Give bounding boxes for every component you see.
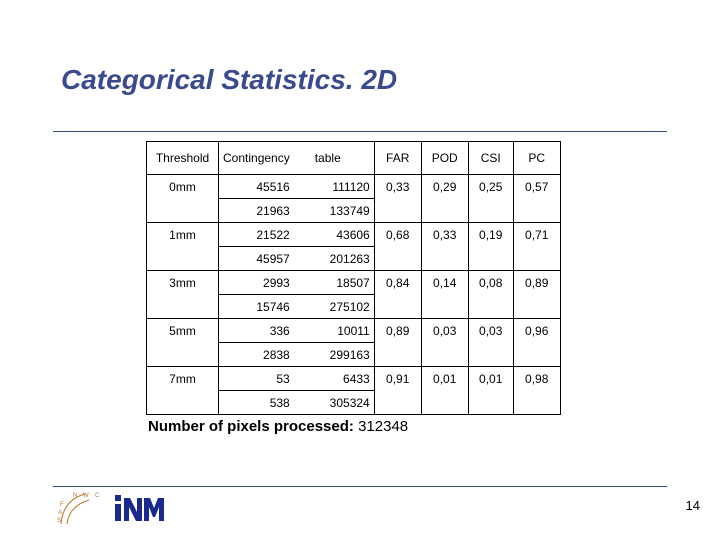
categorical-statistics-table <box>146 141 561 415</box>
contingency-misses: 538 <box>219 391 295 415</box>
contingency-false-alarms: 111120 <box>294 175 374 199</box>
table-row <box>147 223 561 247</box>
contingency-correct-negatives: 133749 <box>294 199 374 223</box>
table-row <box>147 271 561 295</box>
csi-cell-spacer <box>468 391 513 415</box>
contingency-misses: 21963 <box>219 199 295 223</box>
header-pc: PC <box>513 142 560 175</box>
threshold-cell-spacer <box>147 391 219 415</box>
header-far: FAR <box>374 142 421 175</box>
pc-cell-spacer <box>513 295 560 319</box>
contingency-hits: 336 <box>219 319 295 343</box>
svg-text:N: N <box>73 493 78 499</box>
contingency-misses: 45957 <box>219 247 295 271</box>
contingency-false-alarms: 10011 <box>294 319 374 343</box>
pod-cell: 0,33 <box>421 223 468 247</box>
contingency-false-alarms: 6433 <box>294 367 374 391</box>
threshold-cell-spacer <box>147 343 219 367</box>
csi-cell-spacer <box>468 343 513 367</box>
pod-cell-spacer <box>421 199 468 223</box>
header-pod: POD <box>421 142 468 175</box>
contingency-hits: 45516 <box>219 175 295 199</box>
table-row <box>147 247 561 271</box>
table-header-row <box>147 142 561 175</box>
pc-cell: 0,57 <box>513 175 560 199</box>
inm-logo <box>113 492 165 522</box>
threshold-cell: 7mm <box>147 367 219 391</box>
header-threshold: Threshold <box>147 142 219 175</box>
contingency-correct-negatives: 275102 <box>294 295 374 319</box>
pixels-processed-value: 312348 <box>358 418 409 435</box>
contingency-false-alarms: 43606 <box>294 223 374 247</box>
threshold-cell: 1mm <box>147 223 219 247</box>
table-row <box>147 295 561 319</box>
threshold-cell-spacer <box>147 199 219 223</box>
contingency-correct-negatives: 299163 <box>294 343 374 367</box>
page-number: 14 <box>685 498 700 513</box>
slide-title: Categorical Statistics. 2D <box>61 64 398 95</box>
far-cell-spacer <box>374 199 421 223</box>
saf-nwc-logo <box>55 490 105 526</box>
contingency-misses: 2838 <box>219 343 295 367</box>
table-row <box>147 343 561 367</box>
pc-cell: 0,89 <box>513 271 560 295</box>
contingency-false-alarms: 18507 <box>294 271 374 295</box>
pod-cell-spacer <box>421 343 468 367</box>
far-cell: 0,91 <box>374 367 421 391</box>
pixels-processed-note <box>148 418 408 435</box>
contingency-hits: 2993 <box>219 271 295 295</box>
contingency-correct-negatives: 305324 <box>294 391 374 415</box>
threshold-cell: 3mm <box>147 271 219 295</box>
pod-cell: 0,03 <box>421 319 468 343</box>
svg-text:F: F <box>60 502 64 508</box>
table-row <box>147 199 561 223</box>
far-cell-spacer <box>374 343 421 367</box>
contingency-correct-negatives: 201263 <box>294 247 374 271</box>
csi-cell-spacer <box>468 295 513 319</box>
header-csi: CSI <box>468 142 513 175</box>
far-cell: 0,33 <box>374 175 421 199</box>
far-cell-spacer <box>374 391 421 415</box>
top-divider <box>53 131 667 132</box>
csi-cell: 0,25 <box>468 175 513 199</box>
threshold-cell: 5mm <box>147 319 219 343</box>
far-cell-spacer <box>374 247 421 271</box>
svg-text:A: A <box>58 510 63 516</box>
svg-text:S: S <box>57 518 62 524</box>
far-cell: 0,84 <box>374 271 421 295</box>
csi-cell: 0,01 <box>468 367 513 391</box>
pc-cell: 0,98 <box>513 367 560 391</box>
csi-cell-spacer <box>468 199 513 223</box>
pc-cell: 0,96 <box>513 319 560 343</box>
contingency-misses: 15746 <box>219 295 295 319</box>
threshold-cell: 0mm <box>147 175 219 199</box>
table-row <box>147 319 561 343</box>
far-cell-spacer <box>374 295 421 319</box>
bottom-divider <box>53 486 667 487</box>
pod-cell-spacer <box>421 295 468 319</box>
contingency-hits: 21522 <box>219 223 295 247</box>
threshold-cell-spacer <box>147 295 219 319</box>
pc-cell-spacer <box>513 343 560 367</box>
csi-cell: 0,19 <box>468 223 513 247</box>
far-cell: 0,68 <box>374 223 421 247</box>
contingency-hits: 53 <box>219 367 295 391</box>
pod-cell-spacer <box>421 391 468 415</box>
svg-text:C: C <box>95 493 100 499</box>
pc-cell-spacer <box>513 199 560 223</box>
header-table: table <box>294 142 374 175</box>
far-cell: 0,89 <box>374 319 421 343</box>
pc-cell: 0,71 <box>513 223 560 247</box>
svg-text:W: W <box>83 493 89 499</box>
pc-cell-spacer <box>513 247 560 271</box>
csi-cell-spacer <box>468 247 513 271</box>
pod-cell: 0,29 <box>421 175 468 199</box>
header-contingency: Contingency <box>219 142 295 175</box>
pc-cell-spacer <box>513 391 560 415</box>
table-row <box>147 175 561 199</box>
csi-cell: 0,03 <box>468 319 513 343</box>
csi-cell: 0,08 <box>468 271 513 295</box>
table-row <box>147 391 561 415</box>
pod-cell: 0,14 <box>421 271 468 295</box>
pod-cell: 0,01 <box>421 367 468 391</box>
pixels-processed-label: Number of pixels processed: <box>148 418 354 435</box>
threshold-cell-spacer <box>147 247 219 271</box>
table-row <box>147 367 561 391</box>
pod-cell-spacer <box>421 247 468 271</box>
